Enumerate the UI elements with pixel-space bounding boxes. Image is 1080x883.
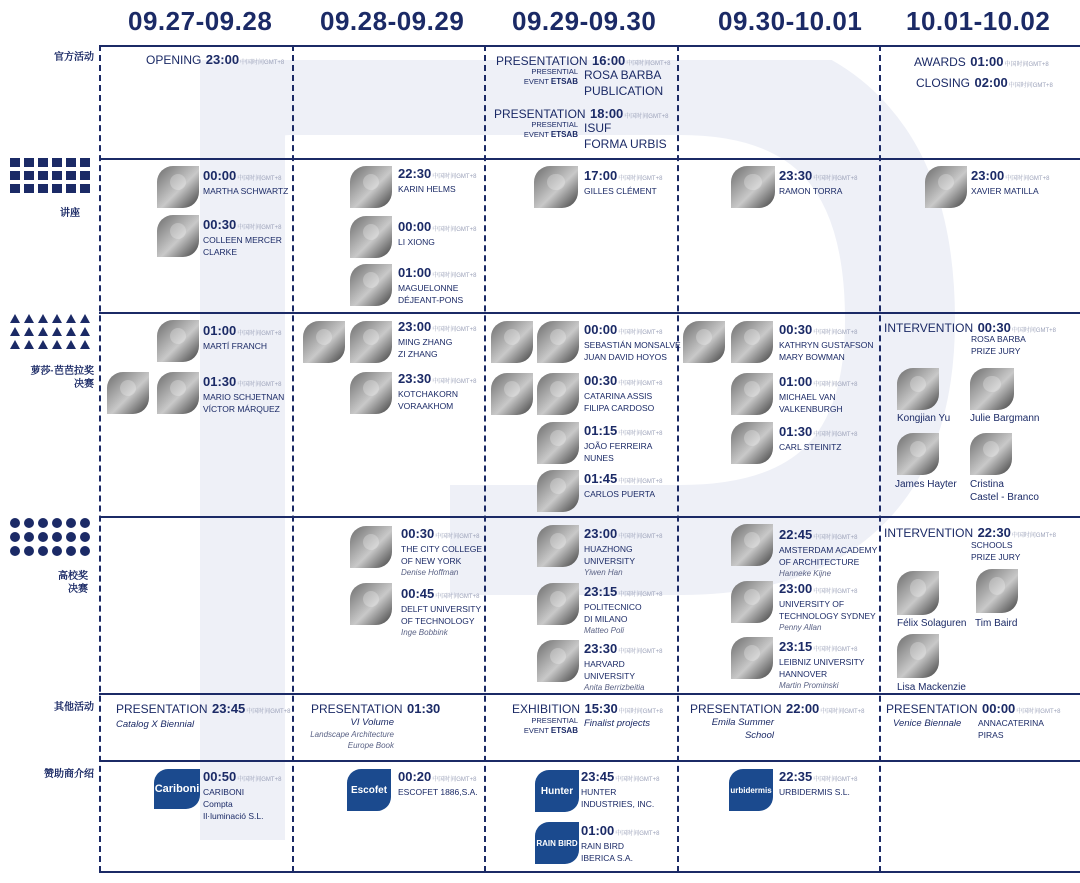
jury-name: James Hayter xyxy=(895,479,957,490)
finalist-photo xyxy=(350,321,392,363)
jury-photo xyxy=(897,571,939,615)
other-event: PRESENTATION 00:00中国时间GMT+8 xyxy=(886,701,1061,716)
other-event: PRESENTATION 23:45中国时间GMT+8 Catalog X Biennial xyxy=(116,701,291,730)
speaker-photo xyxy=(350,264,392,306)
finalist-card: 23:30中国时间GMT+8 KOTCHAKORN VORAAKHOM xyxy=(398,371,477,411)
jury-label: SCHOOLS PRIZE JURY xyxy=(971,540,1021,562)
row-label-other: 其他活动 xyxy=(54,702,94,713)
lecture-card: 01:00中国时间GMT+8 MAGUELONNE DÉJEANT-PONS xyxy=(398,265,477,305)
other-event: EXHIBITION 15:30中国时间GMT+8 xyxy=(512,701,663,716)
divider xyxy=(99,45,101,872)
school-photo xyxy=(731,581,773,623)
day-header-5: 10.01-10.02 xyxy=(906,6,1051,36)
lecture-card: 23:00中国时间GMT+8 XAVIER MATILLA xyxy=(971,168,1050,196)
speaker-photo xyxy=(350,166,392,208)
finalist-card: 00:30中国时间GMT+8 KATHRYN GUSTAFSON MARY BOWMAN xyxy=(779,322,874,362)
lecture-card: 00:00中国时间GMT+8 MARTHA SCHWARTZ xyxy=(203,168,289,196)
finalist-photo xyxy=(537,422,579,464)
finalist-card: 00:00中国时间GMT+8 SEBASTIÁN MONSALVE JUAN DAVID HOYOS xyxy=(584,322,681,362)
finalist-card: 00:30中国时间GMT+8 CATARINA ASSIS FILIPA CARDOSO xyxy=(584,373,663,413)
row-label-sponsor: 赞助商介绍 xyxy=(44,769,94,780)
divider xyxy=(484,45,486,872)
finalist-photo xyxy=(491,321,533,363)
lecture-card: 17:00中国时间GMT+8 GILLES CLÉMENT xyxy=(584,168,663,196)
day-header-4: 09.30-10.01 xyxy=(718,6,863,36)
circles-icon xyxy=(8,518,94,556)
divider xyxy=(99,312,1080,314)
row-label-official: 官方活动 xyxy=(54,52,94,63)
closing-event: CLOSING 02:00中国时间GMT+8 xyxy=(916,75,1053,90)
school-photo xyxy=(731,637,773,679)
day-header-3: 09.29-09.30 xyxy=(512,6,657,36)
other-event-subtitle: Finalist projects xyxy=(584,718,650,729)
sponsor-card: 00:50中国时间GMT+8 CARIBONI Compta Il·luminació S.L. xyxy=(203,769,282,821)
lecture-card: 22:30中国时间GMT+8 KARIN HELMS xyxy=(398,166,477,194)
row-label-rosa-final: 决赛 xyxy=(74,379,94,390)
escofet-logo: Escofet xyxy=(347,769,391,811)
other-event-subtitle: VI Volume Landscape Architecture Europe Book xyxy=(310,717,394,750)
finalist-card: 01:45中国时间GMT+8 CARLOS PUERTA xyxy=(584,471,663,499)
school-card: 23:15中国时间GMT+8 POLITECNICO DI MILANO Matteo Poli xyxy=(584,584,663,635)
day-header-2: 09.28-09.29 xyxy=(320,6,465,36)
school-photo xyxy=(731,524,773,566)
jury-photo xyxy=(976,569,1018,613)
other-event-subtitle: Emila Summer School xyxy=(711,717,774,741)
presentation-title: ISUF FORMA URBIS xyxy=(584,121,667,151)
speaker-photo xyxy=(534,166,578,208)
other-event: PRESENTATION 22:00中国时间GMT+8 xyxy=(690,701,865,716)
divider xyxy=(879,45,881,872)
presential-label: PRESENTIAL EVENT ETSAB xyxy=(523,67,578,86)
school-photo xyxy=(537,640,579,682)
finalist-photo xyxy=(537,470,579,512)
school-photo xyxy=(537,525,579,567)
jury-name: Cristina Castel - Branco xyxy=(970,479,1039,503)
finalist-photo xyxy=(731,422,773,464)
speaker-photo xyxy=(157,166,199,208)
row-label-lectures: 讲座 xyxy=(60,208,80,219)
finalist-photo xyxy=(303,321,345,363)
urbidermis-logo: urbidermis xyxy=(729,769,773,811)
finalist-card: 01:30中国时间GMT+8 MARIO SCHJETNAN VÍCTOR MÁRQUEZ xyxy=(203,374,285,414)
presential-label: PRESENTIAL EVENT ETSAB xyxy=(523,716,578,735)
intervention-event: INTERVENTION 00:30中国时间GMT+8 xyxy=(884,320,1056,335)
jury-photo xyxy=(897,368,939,410)
lecture-card: 00:00中国时间GMT+8 LI XIONG xyxy=(398,219,477,247)
finalist-card: 01:00中国时间GMT+8 MARTÍ FRANCH xyxy=(203,323,282,351)
speaker-photo xyxy=(350,216,392,258)
divider xyxy=(99,871,1080,873)
divider xyxy=(99,760,1080,762)
jury-name: Kongjian Yu xyxy=(897,413,951,424)
finalist-photo xyxy=(731,321,773,363)
finalist-photo xyxy=(157,372,199,414)
divider xyxy=(99,516,1080,518)
day-header-1: 09.27-09.28 xyxy=(128,6,273,36)
lecture-card: 00:30中国时间GMT+8 COLLEEN MERCER CLARKE xyxy=(203,217,282,257)
finalist-card: 01:15中国时间GMT+8 JOÃO FERREIRA NUNES xyxy=(584,423,663,463)
jury-photo xyxy=(897,634,939,678)
row-label-school-final: 决赛 xyxy=(68,584,88,595)
jury-name: Tim Baird xyxy=(975,618,1018,629)
school-card: 23:15中国时间GMT+8 LEIBNIZ UNIVERSITY HANNOVER Martin Prominski xyxy=(779,639,865,690)
jury-name: Lisa Mackenzie xyxy=(897,682,966,693)
triangles-icon xyxy=(8,313,94,351)
speaker-photo xyxy=(157,215,199,257)
row-label-rosa: 萝莎·芭芭拉奖 xyxy=(30,366,94,377)
sponsor-card: 23:45中国时间GMT+8 HUNTER INDUSTRIES, INC. xyxy=(581,769,660,809)
other-event-person: ANNACATERINA PIRAS xyxy=(978,718,1044,740)
speaker-photo xyxy=(925,166,967,208)
jury-photo xyxy=(970,368,1014,410)
lecture-card: 23:30中国时间GMT+8 RAMON TORRA xyxy=(779,168,858,196)
finalist-photo xyxy=(683,321,725,363)
school-card: 00:45中国时间GMT+8 DELFT UNIVERSITY OF TECHNOLOGY Inge Bobbink xyxy=(401,586,482,637)
finalist-card: 23:00中国时间GMT+8 MING ZHANG ZI ZHANG xyxy=(398,319,477,359)
school-photo xyxy=(537,583,579,625)
speaker-photo xyxy=(731,166,775,208)
divider xyxy=(677,45,679,872)
school-card: 23:00中国时间GMT+8 UNIVERSITY OF TECHNOLOGY SYDNEY Penny Allan xyxy=(779,581,876,632)
finalist-card: 01:00中国时间GMT+8 MICHAEL VAN VALKENBURGH xyxy=(779,374,858,414)
school-card: 23:00中国时间GMT+8 HUAZHONG UNIVERSITY Yiwen Han xyxy=(584,526,663,577)
school-photo xyxy=(350,583,392,625)
presentation-title: ROSA BARBA PUBLICATION xyxy=(584,68,664,98)
jury-label: ROSA BARBA PRIZE JURY xyxy=(971,334,1026,356)
finalist-card: 01:30中国时间GMT+8 CARL STEINITZ xyxy=(779,424,858,452)
divider xyxy=(99,158,1080,160)
finalist-photo xyxy=(107,372,149,414)
presential-label: PRESENTIAL EVENT ETSAB xyxy=(523,120,578,139)
finalist-photo xyxy=(731,373,773,415)
presentation-rosa-barba: PRESENTATION 16:00中国时间GMT+8 xyxy=(496,53,671,68)
other-event-subtitle: Venice Biennale xyxy=(893,718,962,729)
finalist-photo xyxy=(350,372,392,414)
sponsor-card: 00:20中国时间GMT+8 ESCOFET 1886,S.A. xyxy=(398,769,478,797)
hunter-logo: Hunter xyxy=(535,770,579,812)
sponsor-card: 22:35中国时间GMT+8 URBIDERMIS S.L. xyxy=(779,769,858,797)
finalist-photo xyxy=(537,321,579,363)
finalist-photo xyxy=(537,373,579,415)
jury-name: Félix Solaguren xyxy=(897,618,967,629)
school-photo xyxy=(350,526,392,568)
rainbird-logo: RAIN BIRD xyxy=(535,822,579,864)
intervention-event: INTERVENTION 22:30中国时间GMT+8 xyxy=(884,525,1056,540)
squares-icon xyxy=(8,158,94,194)
finalist-photo xyxy=(491,373,533,415)
other-event: PRESENTATION 01:30 xyxy=(311,701,441,716)
jury-photo xyxy=(897,433,939,475)
jury-photo xyxy=(970,433,1012,475)
cariboni-logo: Cariboni xyxy=(154,769,200,809)
school-card: 22:45中国时间GMT+8 AMSTERDAM ACADEMY OF ARCHITECTURE Hanneke Kijne xyxy=(779,527,878,578)
finalist-photo xyxy=(157,320,199,362)
presentation-isuf: PRESENTATION 18:00中国时间GMT+8 xyxy=(494,106,669,121)
school-card: 23:30中国时间GMT+8 HARVARD UNIVERSITY Anita Berrizbeitia xyxy=(584,641,663,692)
awards-event: AWARDS 01:00中国时间GMT+8 xyxy=(914,54,1049,69)
sponsor-card: 01:00中国时间GMT+8 RAIN BIRD IBERICA S.A. xyxy=(581,823,660,863)
divider xyxy=(99,45,1080,47)
jury-name: Julie Bargmann xyxy=(970,413,1040,424)
row-label-school: 高校奖 xyxy=(58,571,88,582)
divider xyxy=(292,45,294,872)
opening-event: OPENING 23:00中国时间GMT+8 xyxy=(146,52,285,67)
school-card: 00:30中国时间GMT+8 THE CITY COLLEGE OF NEW YORK Denise Hoffman xyxy=(401,526,483,577)
